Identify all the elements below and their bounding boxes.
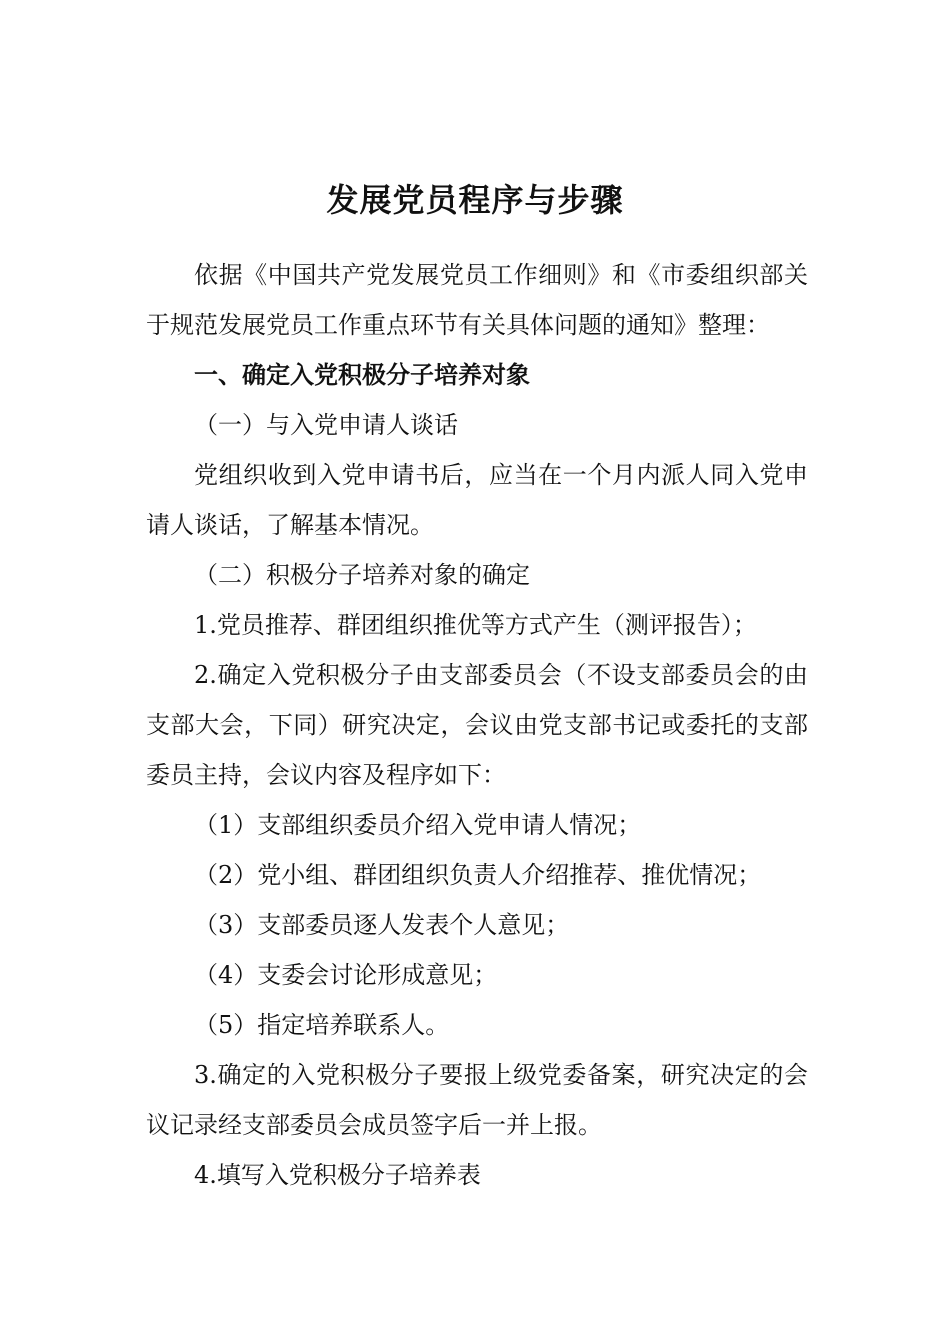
procedure-step-3: （3）支部委员逐人发表个人意见； [194, 911, 570, 939]
subsection-heading-1: （一）与入党申请人谈话 [194, 411, 458, 439]
procedure-step-5: （5）指定培养联系人。 [194, 1011, 450, 1039]
procedure-step-1: （1）支部组织委员介绍入党申请人情况； [194, 811, 642, 839]
procedure-step-4: （4）支委会讨论形成意见； [194, 961, 498, 989]
paragraph-intro: 依据《中国共产党发展党员工作细则》和《市委组织部关于规范发展党员工作重点环节有关具体问题的通知》整理： [146, 261, 808, 339]
subsection-heading-2: （二）积极分子培养对象的确定 [194, 561, 530, 589]
document-title: 发展党员程序与步骤 [326, 181, 624, 219]
list-item-2: 2.确定入党积极分子由支部委员会（不设支部委员会的由支部大会，下同）研究决定，会议由党支部书记或委托的支部委员主持，会议内容及程序如下： [146, 661, 808, 789]
paragraph-interview: 党组织收到入党申请书后，应当在一个月内派人同入党申请人谈话，了解基本情况。 [146, 461, 808, 539]
document-body [146, 250, 808, 1200]
procedure-step-2: （2）党小组、群团组织负责人介绍推荐、推优情况； [194, 861, 762, 889]
section-heading-1: 一、确定入党积极分子培养对象 [194, 360, 530, 389]
list-item-1: 1.党员推荐、群团组织推优等方式产生（测评报告）； [194, 611, 757, 639]
list-item-4: 4.填写入党积极分子培养表 [194, 1161, 481, 1189]
list-item-3: 3.确定的入党积极分子要报上级党委备案，研究决定的会议记录经支部委员会成员签字后一并上报。 [146, 1061, 808, 1139]
